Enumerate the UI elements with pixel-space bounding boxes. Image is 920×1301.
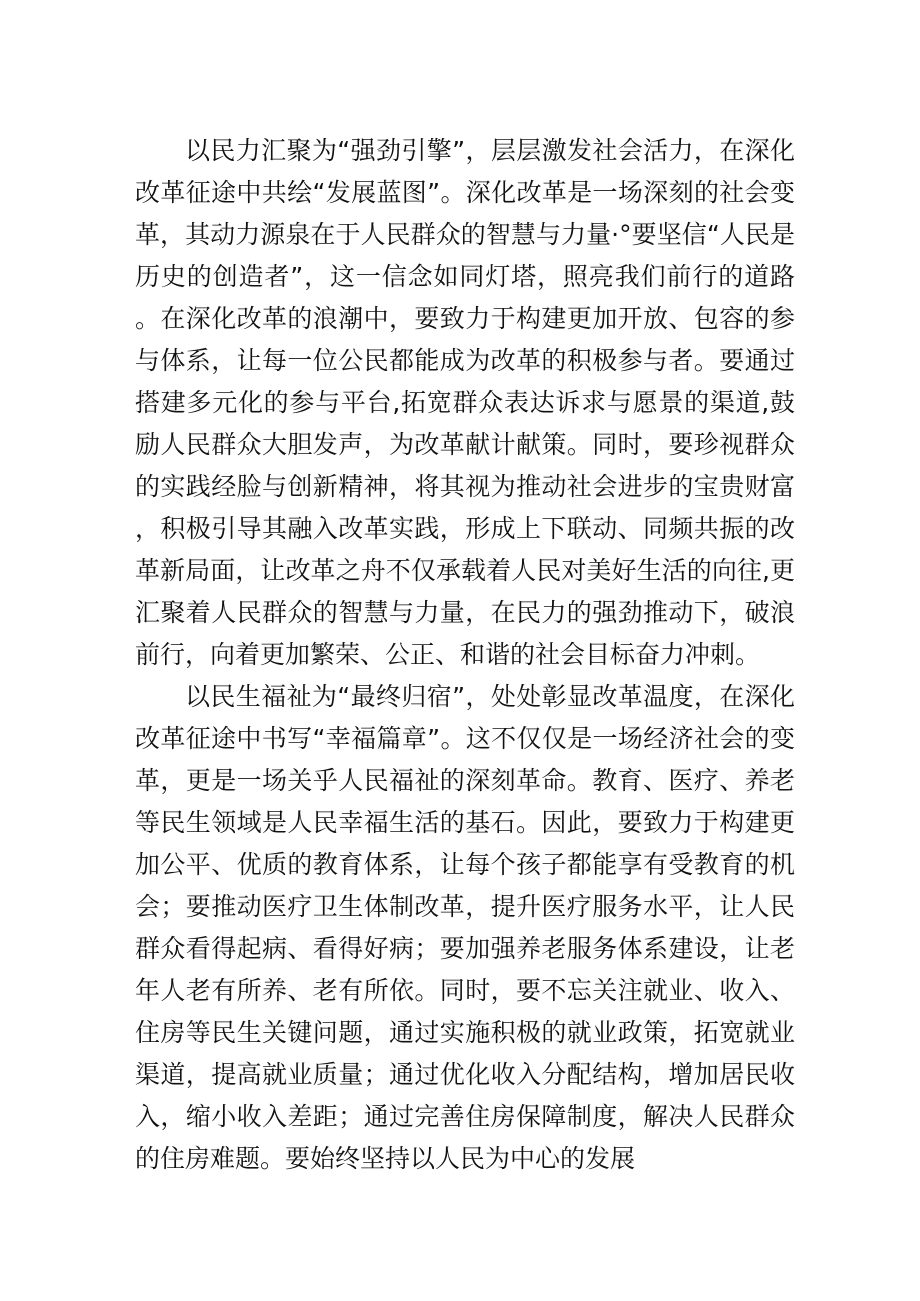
paragraph-people-power: 以民力汇聚为“强劲引擎”，层层激发社会活力，在深化改革征途中共绘“发展蓝图”。深化改革是一场深刻的社会变革，其动力源泉在于人民群众的智慧与力量·°要坚信“人民是历史的创造者”，这一信念如同灯塔，照亮我们前行的道路。在深化改革的浪潮中，要致力于构建更加开放、包容的参与体系，让每一位公民都能成为改革的积极参与者。要通过搭建多元化的参与平台,拓宽群众表达诉求与愿景的渠道,鼓励人民群众大胆发声，为改革献计献策。同时，要珍视群众的实践经脸与创新精神，将其视为推动社会进步的宝贵财富，积极引导其融入改革实践，形成上下联动、同频共振的改革新局面，让改革之舟不仅承载着人民对美好生活的向往,更汇聚着人民群众的智慧与力量，在民力的强劲推动下，破浪前行，向着更加繁荣、公正、和谐的社会目标奋力冲刺。 — [135, 136, 795, 669]
paragraph-livelihood-wellbeing: 以民生福祉为“最终归宿”，处处彰显改革温度，在深化改革征途中书写“幸福篇章”。这不仅仅是一场经济社会的变革，更是一场关乎人民福祉的深刻革命。教育、医疗、养老等民生领域是人民幸福生活的基石。因此，要致力于构建更加公平、优质的教育体系，让每个孩子都能享有受教育的机会；要推动医疗卫生体制改革，提升医疗服务水平，让人民群众看得起病、看得好病；要加强养老服务体系建设，让老年人老有所养、老有所依。同时，要不忘关注就业、收入、住房等民生关键问题，通过实施积极的就业政策，拓宽就业渠道，提高就业质量；通过优化收入分配结构，增加居民收入，缩小收入差距；通过完善住房保障制度，解决人民群众的住房难题。要始终坚持以人民为中心的发展 — [135, 682, 795, 1173]
document-body — [135, 130, 795, 1180]
